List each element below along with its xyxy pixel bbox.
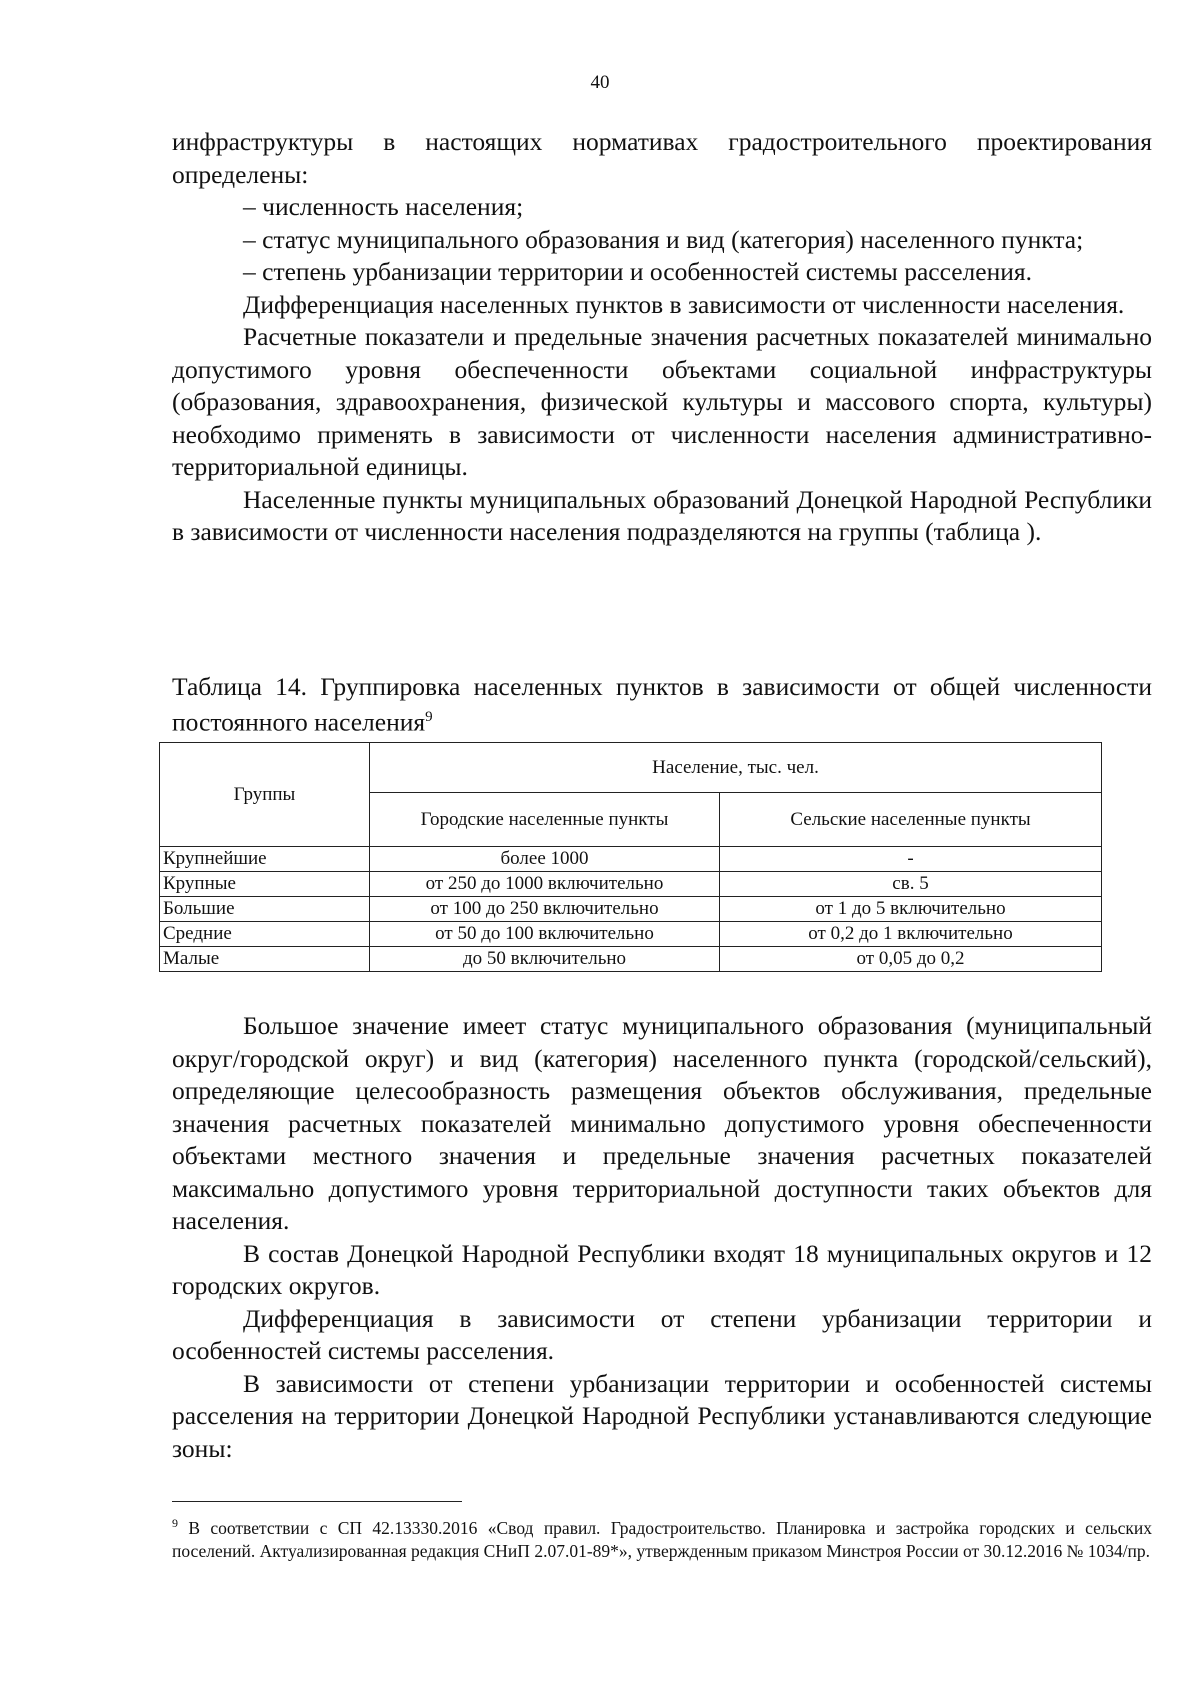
header-rural: Сельские населенные пункты [720, 793, 1102, 847]
cell-group: Крупнейшие [160, 847, 370, 872]
table-row [160, 947, 1102, 972]
cell-urban: от 50 до 100 включительно [370, 922, 720, 947]
header-urban: Городские населенные пункты [370, 793, 720, 847]
table-row [160, 872, 1102, 897]
cell-rural: от 0,2 до 1 включительно [720, 922, 1102, 947]
cell-group: Средние [160, 922, 370, 947]
table-caption [172, 672, 1152, 738]
settlement-groups-table [159, 742, 1102, 972]
table-row [160, 847, 1102, 872]
cell-rural: от 0,05 до 0,2 [720, 947, 1102, 972]
table-row [160, 897, 1102, 922]
cell-urban: более 1000 [370, 847, 720, 872]
cell-group: Малые [160, 947, 370, 972]
cell-urban: от 100 до 250 включительно [370, 897, 720, 922]
footnote [172, 1512, 1152, 1563]
cell-group: Крупные [160, 872, 370, 897]
paragraph: Расчетные показатели и предельные значения расчетных показателей минимально допустимого уровня обеспеченности объектами социальной инфраструктуры (образования, здравоохранения, физической культуры и массового спорта, культуры) необходимо применять в зависимости от численности населения административно-территориальной единицы. [172, 322, 1152, 481]
table-row [160, 922, 1102, 947]
paragraph: Населенные пункты муниципальных образований Донецкой Народной Республики в зависимости от численности населения подразделяются на группы (таблица ). [172, 484, 1152, 546]
section-heading: Дифференциация в зависимости от степени урбанизации территории и особенностей системы расселения. [172, 1303, 1152, 1365]
paragraph: В состав Донецкой Народной Республики входят 18 муниципальных округов и 12 городских округов. [172, 1238, 1152, 1300]
page-number: 40 [590, 72, 610, 93]
paragraph: В зависимости от степени урбанизации территории и особенностей системы расселения на территории Донецкой Народной Республики устанавливаются следующие зоны: [172, 1368, 1152, 1463]
top-text-block [172, 126, 1152, 549]
cell-group: Большие [160, 897, 370, 922]
footnote-mark: 9 [172, 1516, 178, 1530]
header-population: Население, тыс. чел. [370, 743, 1102, 793]
list-item: – статус муниципального образования и вид (категория) населенного пункта; [243, 224, 1084, 254]
list-item: – степень урбанизации территории и особенностей системы расселения. [243, 257, 1032, 286]
table-caption-text: Таблица 14. Группировка населенных пунктов в зависимости от общей численности постоянного населения [172, 672, 1152, 737]
footnote-divider [172, 1501, 462, 1502]
section-heading: Дифференциация населенных пунктов в зависимости от численности населения. [243, 289, 1125, 319]
paragraph: Большое значение имеет статус муниципального образования (муниципальный округ/городской округ) и вид (категория) населенного пункта (городской/сельский), определяющие целесообразность размещения объектов обслуживания, предельные значения расчетных показателей минимально допустимого уровня обеспеченности объектами местного значения и предельные значения расчетных показателей максимально допустимого уровня территориальной доступности таких объектов для населения. [172, 1011, 1152, 1235]
cell-urban: от 250 до 1000 включительно [370, 872, 720, 897]
cell-rural: от 1 до 5 включительно [720, 897, 1102, 922]
footnote-text: В соответствии с СП 42.13330.2016 «Свод правил. Градостроительство. Планировка и застройка городских и сельских поселений. Актуализированная редакция СНиП 2.07.01-89*», утвержденным приказом Минстроя России от 30.12.2016 № 1034/пр. [172, 1517, 1152, 1561]
header-groups: Группы [160, 743, 370, 847]
footnote-reference: 9 [425, 709, 433, 725]
bottom-text-block [172, 1010, 1152, 1465]
cell-rural: - [720, 847, 1102, 872]
list-item: – численность населения; [243, 192, 524, 221]
paragraph: инфраструктуры в настоящих нормативах градостроительного проектирования определены: [172, 127, 1152, 189]
cell-rural: св. 5 [720, 872, 1102, 897]
cell-urban: до 50 включительно [370, 947, 720, 972]
